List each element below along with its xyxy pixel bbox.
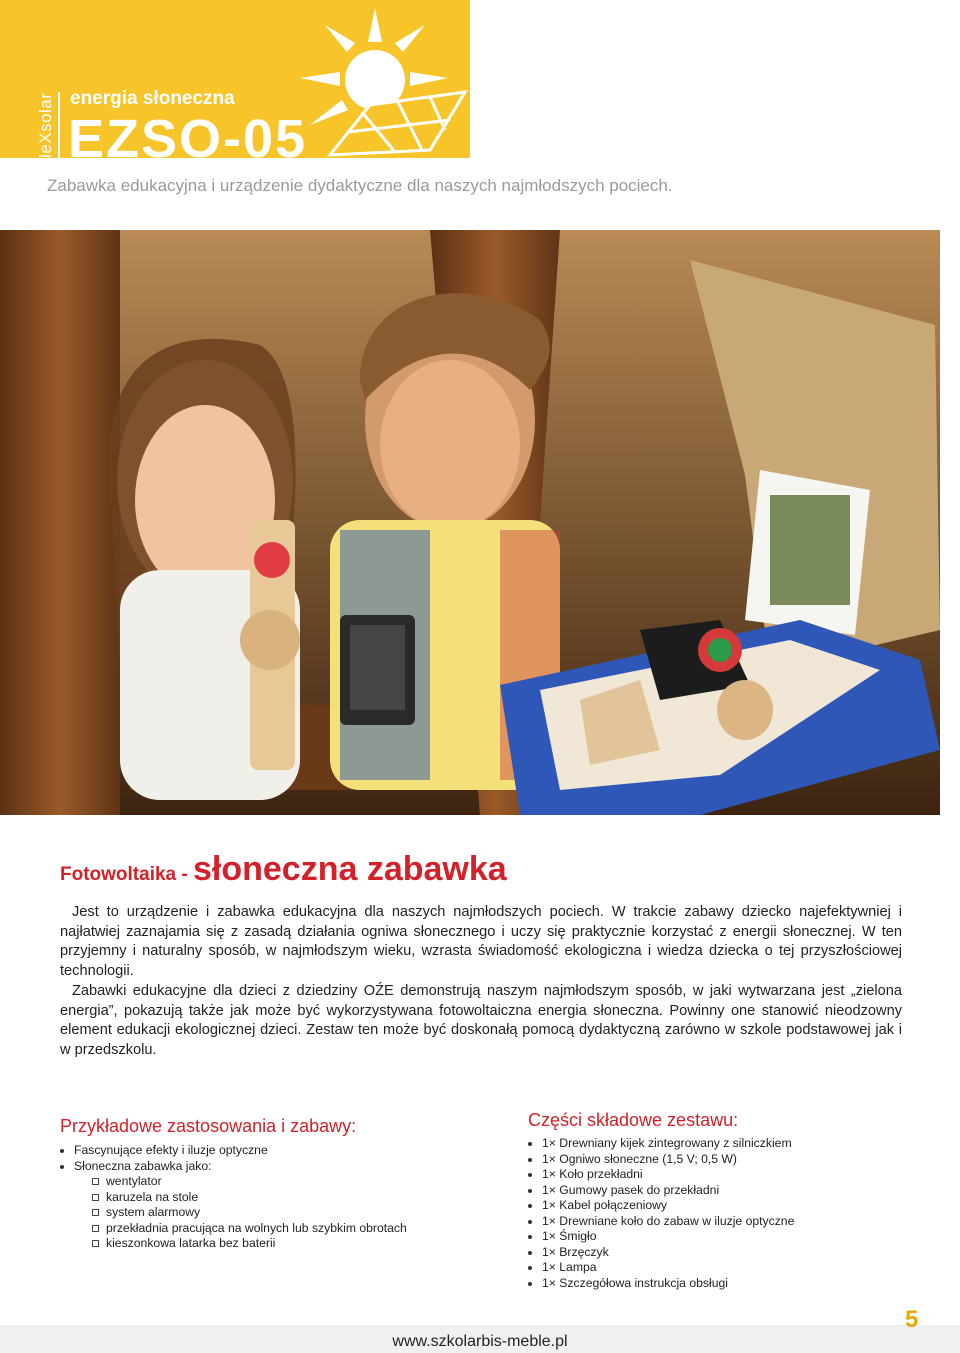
parts-list: [528, 1136, 794, 1291]
list-subitem: kieszonkowa latarka bez baterii: [60, 1236, 407, 1252]
sun-solar-panel-icon: [270, 0, 470, 158]
section-title-large: słoneczna zabawka: [193, 850, 507, 888]
list-item: 1× Koło przekładni: [528, 1167, 794, 1183]
section-title-small: Fotowoltaika -: [60, 864, 193, 885]
product-code: EZSO-05: [68, 109, 308, 158]
product-photo: [0, 230, 940, 815]
list-item: Słoneczna zabawka jako:: [60, 1159, 407, 1175]
list-item: 1× Lampa: [528, 1260, 794, 1276]
list-item: 1× Ogniwo słoneczne (1,5 V; 0,5 W): [528, 1152, 794, 1168]
section-title: [60, 850, 507, 889]
footer-url[interactable]: www.szkolarbis-meble.pl: [392, 1333, 568, 1350]
list-subitem: wentylator: [60, 1174, 407, 1190]
tagline: Zabawka edukacyjna i urządzenie dydaktyczne dla naszych najmłodszych pociech.: [47, 176, 673, 195]
brand-divider: [58, 92, 60, 158]
brand-logo: leXsolar: [36, 92, 55, 158]
list-subitem: karuzela na stole: [60, 1190, 407, 1206]
page-number: 5: [905, 1306, 919, 1333]
list-item: 1× Szczegółowa instrukcja obsługi: [528, 1276, 794, 1292]
uses-title: Przykładowe zastosowania i zabawy:: [60, 1116, 357, 1136]
list-subitem: przekładnia pracująca na wolnych lub szybkim obrotach: [60, 1221, 407, 1237]
parts-title: Części składowe zestawu:: [528, 1110, 739, 1130]
list-item: 1× Brzęczyk: [528, 1245, 794, 1261]
list-subitem: system alarmowy: [60, 1205, 407, 1221]
list-item: 1× Śmigło: [528, 1229, 794, 1245]
body-paragraph-2: Zabawki edukacyjne dla dzieci z dziedziny OŹE demonstrują naszym najmłodszym sposób, w jaki wytwarzana jest „zielona energia”, pokazują także jak może być wykorzystywana fotowoltaiczna energia słoneczna. Powinny one stanowić nieodzowny element edukacji ekologicznej dzieci. Zestaw ten może być doskonałą pomocą dydaktyczną zarówno w szkole podstawowej jak i w przedszkolu.: [60, 983, 902, 1058]
list-item: 1× Kabel połączeniowy: [528, 1198, 794, 1214]
product-subtitle: energia słoneczna: [70, 88, 235, 109]
list-item: Fascynujące efekty i iluzje optyczne: [60, 1143, 407, 1159]
list-item: 1× Drewniany kijek zintegrowany z silniczkiem: [528, 1136, 794, 1152]
list-item: 1× Drewniane koło do zabaw w iluzje optyczne: [528, 1214, 794, 1230]
uses-list: [60, 1143, 407, 1252]
list-item: 1× Gumowy pasek do przekładni: [528, 1183, 794, 1199]
children-solar-kit-photo: [0, 230, 940, 815]
body-paragraph-1: Jest to urządzenie i zabawka edukacyjna dla naszych najmłodszych pociech. W trakcie zabawy dziecko najefektywniej i najłatwiej zaznajamia się z zasadą działania ogniwa słonecznego i uczy się praktycznie korzystać z energii słonecznej. W ten przyjemny i naturalny sposób, w najmłodszym wieku, wzrasta świadomość ekologiczna i wiedza dziecka o tej przyszłościowej technologii.: [60, 904, 902, 979]
